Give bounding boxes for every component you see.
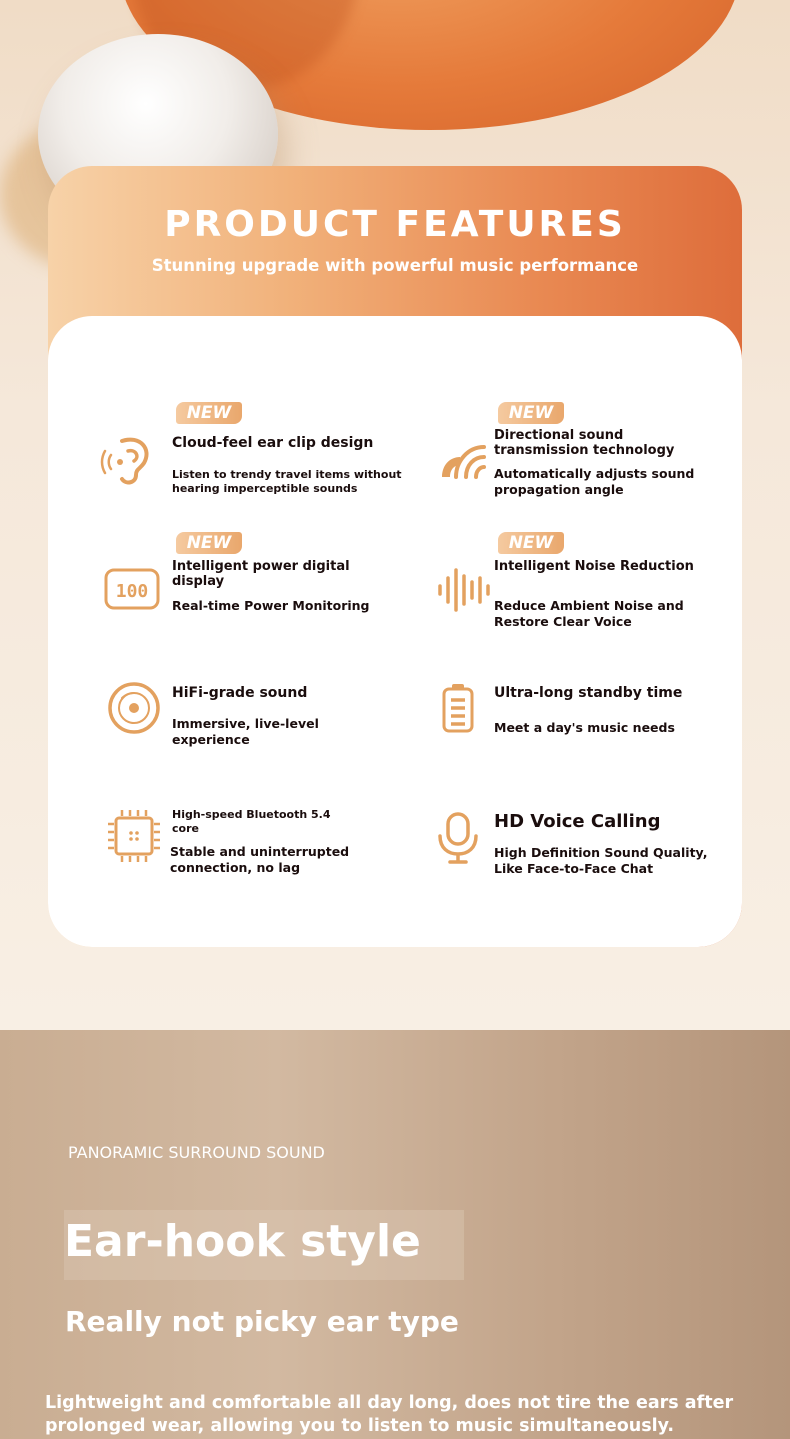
feature-title: Intelligent power digital display	[172, 559, 350, 589]
feature-desc: Stable and uninterrupted connection, no lag	[170, 844, 350, 875]
features-panel	[48, 316, 742, 947]
surround-label: PANORAMIC SURROUND SOUND	[68, 1143, 325, 1162]
ear-hook-section	[0, 1030, 790, 1439]
feature-desc: Immersive, live-level experience	[172, 716, 319, 747]
ear-icon	[100, 431, 160, 491]
feature-desc: Real-time Power Monitoring	[172, 598, 370, 613]
description: Lightweight and comfortable all day long, does not tire the ears after prolonged wear, allowing you to listen to music simultaneously.	[45, 1393, 734, 1436]
feature-desc: Automatically adjusts sound propagation angle	[494, 466, 695, 497]
feature-title: Ultra-long standby time	[494, 685, 683, 701]
chip-icon	[104, 806, 164, 866]
microphone-icon	[428, 808, 488, 868]
soundwave-icon	[432, 560, 492, 620]
features-card	[48, 166, 742, 947]
feature-desc: High Definition Sound Quality, Like Face-to-Face Chat	[494, 845, 708, 876]
features-subtitle: Stunning upgrade with powerful music performance	[151, 256, 639, 275]
new-badge: NEW	[176, 402, 242, 424]
feature-title: Intelligent Noise Reduction	[494, 559, 694, 574]
feature-title: HD Voice Calling	[494, 811, 661, 832]
new-badge: NEW	[498, 402, 564, 424]
directional-sound-icon	[436, 431, 496, 491]
feature-desc: Listen to trendy travel items without hearing imperceptible sounds	[172, 468, 402, 495]
features-title: PRODUCT FEATURES	[164, 204, 626, 245]
feature-title: Cloud-feel ear clip design	[172, 435, 374, 451]
headline: Ear-hook style	[64, 1216, 421, 1267]
feature-desc: Reduce Ambient Noise and Restore Clear Voice	[494, 598, 684, 629]
subheadline: Really not picky ear type	[65, 1305, 459, 1338]
feature-title: High-speed Bluetooth 5.4 core	[172, 808, 331, 835]
feature-desc: Meet a day's music needs	[494, 720, 675, 735]
feature-title: Directional sound transmission technology	[494, 428, 675, 458]
new-badge: NEW	[498, 532, 564, 554]
feature-title: HiFi-grade sound	[172, 685, 308, 701]
digital-display-icon	[102, 560, 162, 620]
disc-icon	[104, 678, 164, 738]
battery-icon	[428, 678, 488, 738]
new-badge: NEW	[176, 532, 242, 554]
svg-text:100: 100	[115, 581, 149, 602]
